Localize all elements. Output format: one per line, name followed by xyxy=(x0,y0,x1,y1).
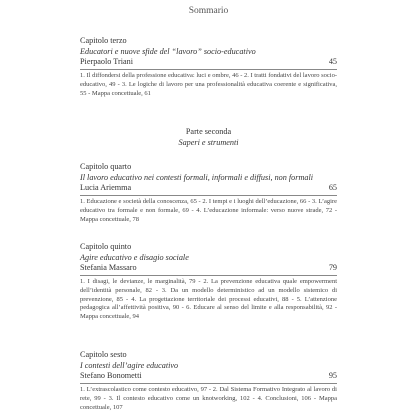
chapter-page-number: 95 xyxy=(328,371,337,380)
author-row xyxy=(80,263,337,274)
chapter-author: Pierpaolo Triani xyxy=(80,57,133,66)
chapter-author: Stefano Bonometti xyxy=(80,371,142,380)
author-row xyxy=(80,57,337,68)
author-row xyxy=(80,183,337,194)
chapter-label: Capitolo sesto xyxy=(80,350,127,359)
part-subtitle: Saperi e strumenti xyxy=(178,137,239,147)
chapter-label: Capitolo quinto xyxy=(80,242,132,251)
divider-rule xyxy=(80,275,337,276)
divider-rule xyxy=(80,69,337,70)
chapter-entry xyxy=(80,242,337,322)
chapter-label: Capitolo quarto xyxy=(80,162,132,171)
author-row xyxy=(80,371,337,382)
chapter-summary: 1. Il diffondersi della professione educativa: luci e ombre, 46 - 2. I tratti fondativi del lavoro socio-educativo, 49 - 3. Le logiche di lavoro per una professionalità educativa coerente e significativa, 55 - Mappa concettuale, 61 xyxy=(80,72,337,97)
chapter-page-number: 79 xyxy=(328,263,337,272)
chapter-entry xyxy=(80,162,337,224)
chapter-title: Educatori e nuove sfide del “lavoro” socio-educativo xyxy=(80,46,256,56)
running-head: Sommario xyxy=(188,6,229,16)
chapter-summary: 1. L’extrascolastico come contesto educativo, 97 - 2. Dal Sistema Formativo Integrato al lavoro di rete, 99 - 3. Il contesto educativo come un knotworking, 102 - 4. Conclusioni, 106 - Mappa concettuale, 107 xyxy=(80,386,337,411)
chapter-author: Stefania Massaro xyxy=(80,263,137,272)
divider-rule xyxy=(80,195,337,196)
chapter-entry xyxy=(80,36,337,98)
chapter-entry xyxy=(80,350,337,412)
chapter-page-number: 45 xyxy=(328,57,337,66)
chapter-summary: 1. Educazione e società della conoscenza, 65 - 2. I tempi e i luoghi dell’educazione, 66 - 3. L’agire educativo tra formale e non formale, 69 - 4. L’educazione informale: verso nuove strade, 72 - Mappa concettuale, 78 xyxy=(80,198,337,223)
chapter-author: Lucia Ariemma xyxy=(80,183,132,192)
chapter-title: Il lavoro educativo nei contesti formali, informali e diffusi, non formali xyxy=(80,172,314,182)
part-title: Parte seconda xyxy=(185,127,232,136)
chapter-title: I contesti dell’agire educativo xyxy=(80,360,179,370)
part-heading xyxy=(80,127,337,148)
divider-rule xyxy=(80,383,337,384)
chapter-title: Agire educativo e disagio sociale xyxy=(80,252,189,262)
chapter-page-number: 65 xyxy=(328,183,337,192)
chapter-summary: 1. I disagi, le devianze, le marginalità, 79 - 2. La prevenzione educativa quale empowerment dell’identità personale, 82 - 3. Da un modello deterministico ad un modello sistemico di prevenzione, 85 - 4. La progettazione territoriale dei processi educativi, 88 - 5. L’attenzione pedagogica all’affettività positiva, 90 - 6. Educare al senso del limite e alla responsabilità, 92 - Mappa concettuale, 94 xyxy=(80,278,337,321)
chapter-label: Capitolo terzo xyxy=(80,36,127,45)
